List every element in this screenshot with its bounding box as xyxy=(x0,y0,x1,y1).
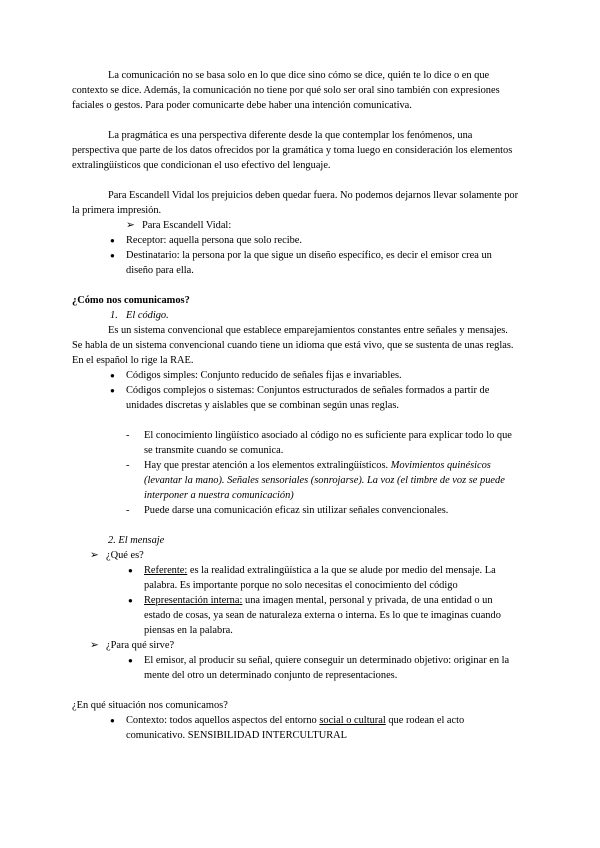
arrow-item-que-es: ➢ ¿Qué es? xyxy=(90,550,144,561)
dash-item-conocimiento: - El conocimiento lingüístico asociado al código no es suficiente para explicar todo lo que se transmite cuando se comunica. xyxy=(126,430,512,456)
arrow-marker: ➢ xyxy=(126,220,135,231)
paragraph-escandell: Para Escandell Vidal los prejuicios deben quedar fuera. No podemos dejarnos llevar solamente por la primera impresión. xyxy=(72,190,519,216)
arrow-marker: ➢ xyxy=(90,550,99,561)
paragraph-pragmatica: La pragmática es una perspectiva diferente desde la que contemplar los fenómenos, una perspectiva que parte de los datos ofrecidos por la gramática y toma luego en consideración los elementos extralingüísticos que condicionan el uso efectivo del lenguaje. xyxy=(72,130,513,171)
dash-marker: - xyxy=(126,460,130,471)
bullet-marker: ● xyxy=(128,566,133,575)
arrow-marker: ➢ xyxy=(90,640,99,651)
bullet-receptor: ● Receptor: aquella persona que solo recibe. xyxy=(110,235,302,246)
paragraph-codigo: Es un sistema convencional que establece emparejamientos constantes entre señales y mensajes. Se habla de un sistema convencional cuando tiene un idioma que está vivo, que se sustenta de unas reglas. En el español lo rige la RAE. xyxy=(72,325,514,366)
heading-situacion: ¿En qué situación nos comunicamos? xyxy=(72,700,228,711)
bullet-emisor: ● El emisor, al producir su señal, quiere conseguir un determinado objetivo: originar en la mente del otro un determinado conjunto de representaciones. xyxy=(128,655,510,681)
bullet-referente: ● Referente: es la realidad extralingüística a la que se alude por medio del mensaje. La palabra. Es importante porque no solo necesitas el conocimiento del código xyxy=(128,565,496,591)
bullet-codigos-simples: ● Códigos simples: Conjunto reducido de señales fijas e invariables. xyxy=(110,370,402,381)
bullet-contexto: ● Contexto: todos aquellos aspectos del entorno social o cultural que rodean el acto comunicativo. SENSIBILIDAD INTERCULTURAL xyxy=(110,715,465,741)
bullet-representacion-interna: ● Representación interna: una imagen mental, personal y privada, de una entidad o un estado de cosas, ya sean de naturaleza externa o interna. Es lo que te imaginas cuando piensas en la palabra. xyxy=(128,595,501,636)
bullet-codigos-complejos: ● Códigos complejos o sistemas: Conjuntos estructurados de señales formados a partir de unidades discretas y aislables que se combinan según unas reglas. xyxy=(110,385,490,411)
dash-item-extralinguisticos: - Hay que prestar atención a los elementos extralingüísticos. Movimientos quinésicos (levantar la mano). Señales sensoriales (sonrojarse). La voz (el timbre de voz se puede interponer a nuestra comunicación) xyxy=(126,460,505,501)
bullet-marker: ● xyxy=(128,596,133,605)
dash-marker: - xyxy=(126,430,130,441)
bullet-marker: ● xyxy=(110,386,115,395)
dash-item-comunicacion-eficaz: - Puede darse una comunicación eficaz sin utilizar señales convencionales. xyxy=(126,505,449,516)
bullet-marker: ● xyxy=(128,656,133,665)
arrow-item-para-que-sirve: ➢ ¿Para qué sirve? xyxy=(90,640,175,651)
bullet-destinatario: ● Destinatario: la persona por la que sigue un diseño específico, es decir el emisor crea un diseño para ella. xyxy=(110,250,492,276)
dash-marker: - xyxy=(126,505,130,516)
bullet-marker: ● xyxy=(110,371,115,380)
heading-como-comunicamos: ¿Cómo nos comunicamos? xyxy=(72,295,190,306)
arrow-item-escandell: ➢ Para Escandell Vidal: xyxy=(126,220,232,231)
numbered-item-codigo: 1. El código. xyxy=(110,310,169,321)
document-page xyxy=(72,68,520,743)
bullet-marker: ● xyxy=(110,251,115,260)
paragraph-intro: La comunicación no se basa solo en lo que dice sino cómo se dice, quién te lo dice o en que contexto se dice. Además, la comunicación no tiene por qué solo ser oral sino también con expresiones faciales o gestos. Para poder comunicarte debe haber una intención comunicativa. xyxy=(72,70,500,111)
heading-mensaje: 2. El mensaje xyxy=(108,535,165,546)
bullet-marker: ● xyxy=(110,236,115,245)
bullet-marker: ● xyxy=(110,716,115,725)
